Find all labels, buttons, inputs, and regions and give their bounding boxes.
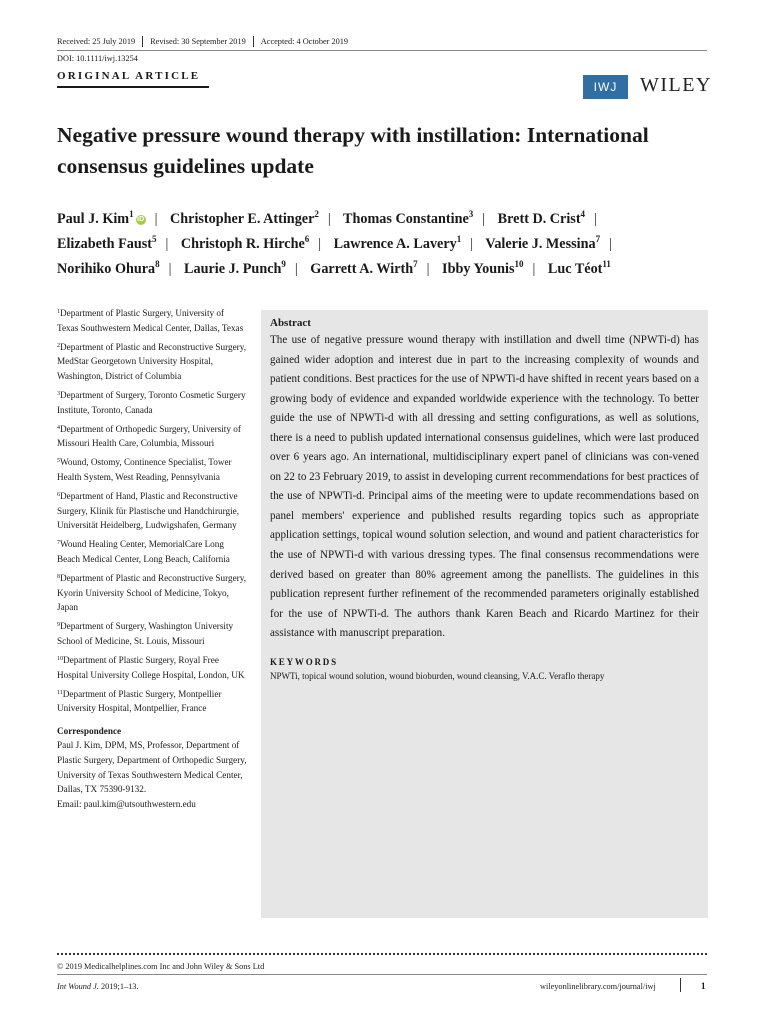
affiliation: $^2$Department of Plastic and Reconstructive Surgery, MedStar Georgetown University Hospital, Washington, District of Columbia <box>57 341 246 381</box>
doi[interactable]: DOI: 10.1111/iwj.13254 <box>57 54 138 63</box>
affiliation: $^{10}$Department of Plastic Surgery, Royal Free Hospital University College Hospital, London, UK <box>57 654 245 680</box>
affiliation: $^9$Department of Surgery, Washington University School of Medicine, St. Louis, Missouri <box>57 621 234 646</box>
affiliations <box>57 306 247 811</box>
author[interactable]: Norihiko Ohura$^8$ <box>57 259 160 277</box>
author[interactable]: Ibby Younis$^{10}$ <box>442 259 524 277</box>
author[interactable]: Elizabeth Faust$^5$ <box>57 234 157 252</box>
footer-divider <box>57 974 707 975</box>
abstract-text: The use of negative pressure wound therapy with instillation and dwell time (NPWTi-d) has gained wider adoption and interest due in part to the increasing complexity of wounds and patient conditions. Best practices for the use of NPWTi-d have shifted in recent years based on a growing body of evidence and expanded worldwide experience with the technology. To better guide the use of NPWTi-d with all dressing and setting configurations, as well as solutions, there is a need to publish updated international consensus guidelines, which were last produced over 6 years ago. An international, multidisciplinary expert panel of clinicians was con-vened on 22 to 23 February 2019, to assist in developing current recommendations for best practices of the use of NPWTi-d. Principal aims of the meeting were to update recommendations based on panel members' experience and published results regarding topics such as appropriate application settings, topical wound solution selection, and wound and patient characteristics for the use of NPWTi-d with various dressing types. The final consensus recommendations were derived based on greater than 80% agreement among the panellists. The guidelines in this publication represent further refinement of the recommended parameters originally established for the use of NPWTi-d. The authors thank Karen Beach and Ricardo Martinez for their assistance with manuscript preparation. <box>270 334 699 640</box>
orcid-icon[interactable]: iD <box>137 216 145 223</box>
article-type-underline <box>57 86 209 88</box>
correspondence-heading: Correspondence <box>57 725 122 736</box>
author[interactable]: Valerie J. Messina$^7$ <box>485 234 601 252</box>
date-separator <box>253 36 254 47</box>
author[interactable]: Brett D. Crist$^4$ <box>497 209 586 227</box>
page-number-separator <box>680 978 681 992</box>
keywords-heading: KEYWORDS <box>270 656 338 667</box>
abstract-box <box>261 310 708 918</box>
journal-logo: IWJ <box>583 75 628 99</box>
journal-website-link[interactable]: wileyonlinelibrary.com/journal/iwj <box>540 982 656 991</box>
publisher-logo: WILEY <box>640 74 712 96</box>
revised-date: Revised: 30 September 2019 <box>150 37 246 46</box>
header-divider <box>57 50 707 51</box>
article-dates <box>57 36 348 47</box>
affiliation: $^1$Department of Plastic Surgery, University of Texas Southwestern Medical Center, Dallas, Texas <box>57 308 244 333</box>
author[interactable]: Laurie J. Punch$^9$ <box>184 259 286 277</box>
author[interactable]: Christopher E. Attinger$^2$ <box>170 209 319 227</box>
author[interactable]: Paul J. Kim$^1$iD <box>57 209 145 227</box>
copyright: © 2019 Medicalhelplines.com Inc and John Wiley & Sons Ltd <box>57 962 265 971</box>
author[interactable]: Lawrence A. Lavery$^1$ <box>333 234 462 252</box>
affiliation: $^7$Wound Healing Center, MemorialCare Long Beach Medical Center, Long Beach, California <box>57 539 230 564</box>
correspondence-email[interactable]: Email: paul.kim@utsouthwestern.edu <box>57 798 196 809</box>
affiliation: $^3$Department of Surgery, Toronto Cosmetic Surgery Institute, Toronto, Canada <box>57 389 246 415</box>
accepted-date: Accepted: 4 October 2019 <box>260 37 349 46</box>
author[interactable]: Thomas Constantine$^3$ <box>343 209 474 227</box>
correspondence-text: Paul J. Kim, DPM, MS, Professor, Department of Plastic Surgery, Department of Orthopedic Surgery, University of Texas Southwestern Medical Center, Dallas, TX 75390-9132. <box>57 740 247 795</box>
date-separator <box>142 36 143 47</box>
affiliation: $^5$Wound, Ostomy, Continence Specialist, Tower Health System, West Reading, Pennsylvania <box>57 457 232 482</box>
affiliation: $^8$Department of Plastic and Reconstructive Surgery, Kyorin University School of Medicine, Tokyo, Japan <box>57 573 246 613</box>
article-title: Negative pressure wound therapy with instillation: International consensus guidelines update <box>57 123 649 178</box>
author[interactable]: Garrett A. Wirth$^7$ <box>310 259 418 277</box>
affiliation: $^4$Department of Orthopedic Surgery, University of Missouri Health Care, Columbia, Missouri <box>57 423 241 449</box>
abstract-heading: Abstract <box>270 317 311 329</box>
keywords-text: NPWTi, topical wound solution, wound bioburden, wound cleansing, V.A.C. Veraflo therapy <box>270 670 605 681</box>
footer-dotted-divider <box>57 953 707 955</box>
received-date: Received: 25 July 2019 <box>57 37 136 46</box>
affiliation: $^{11}$Department of Plastic Surgery, Montpellier University Hospital, Montpellier, France <box>57 688 222 714</box>
page-number: 1 <box>701 981 706 991</box>
journal-citation: Int Wound J. 2019;1–13. <box>57 982 139 991</box>
affiliation: $^6$Department of Hand, Plastic and Reconstructive Surgery, Klinik für Plastische und Handchirurgie, Universität Heidelberg, Ludwigshafen, Germany <box>57 491 240 531</box>
author[interactable]: Luc Téot$^{11}$ <box>547 259 611 277</box>
author-list: Paul J. Kim$^1$iD | Christopher E. Attinger$^2$ | Thomas Constantine$^3$ | Brett D. Crist$^4$ | Elizabeth Faust$^5$ | Christoph R. Hirche$^6$ | Lawrence A. Lavery$^1$ | Valerie J. Messina$^7$ | Norihiko Ohura$^8$ | Laurie J. Punch$^9$ | Garrett A. Wirth$^7$ | Ibby Younis$^{10}$ | Luc Téot$^{11}$ <box>57 209 612 277</box>
author[interactable]: Christoph R. Hirche$^6$ <box>180 234 310 252</box>
article-type: ORIGINAL ARTICLE <box>57 70 201 82</box>
